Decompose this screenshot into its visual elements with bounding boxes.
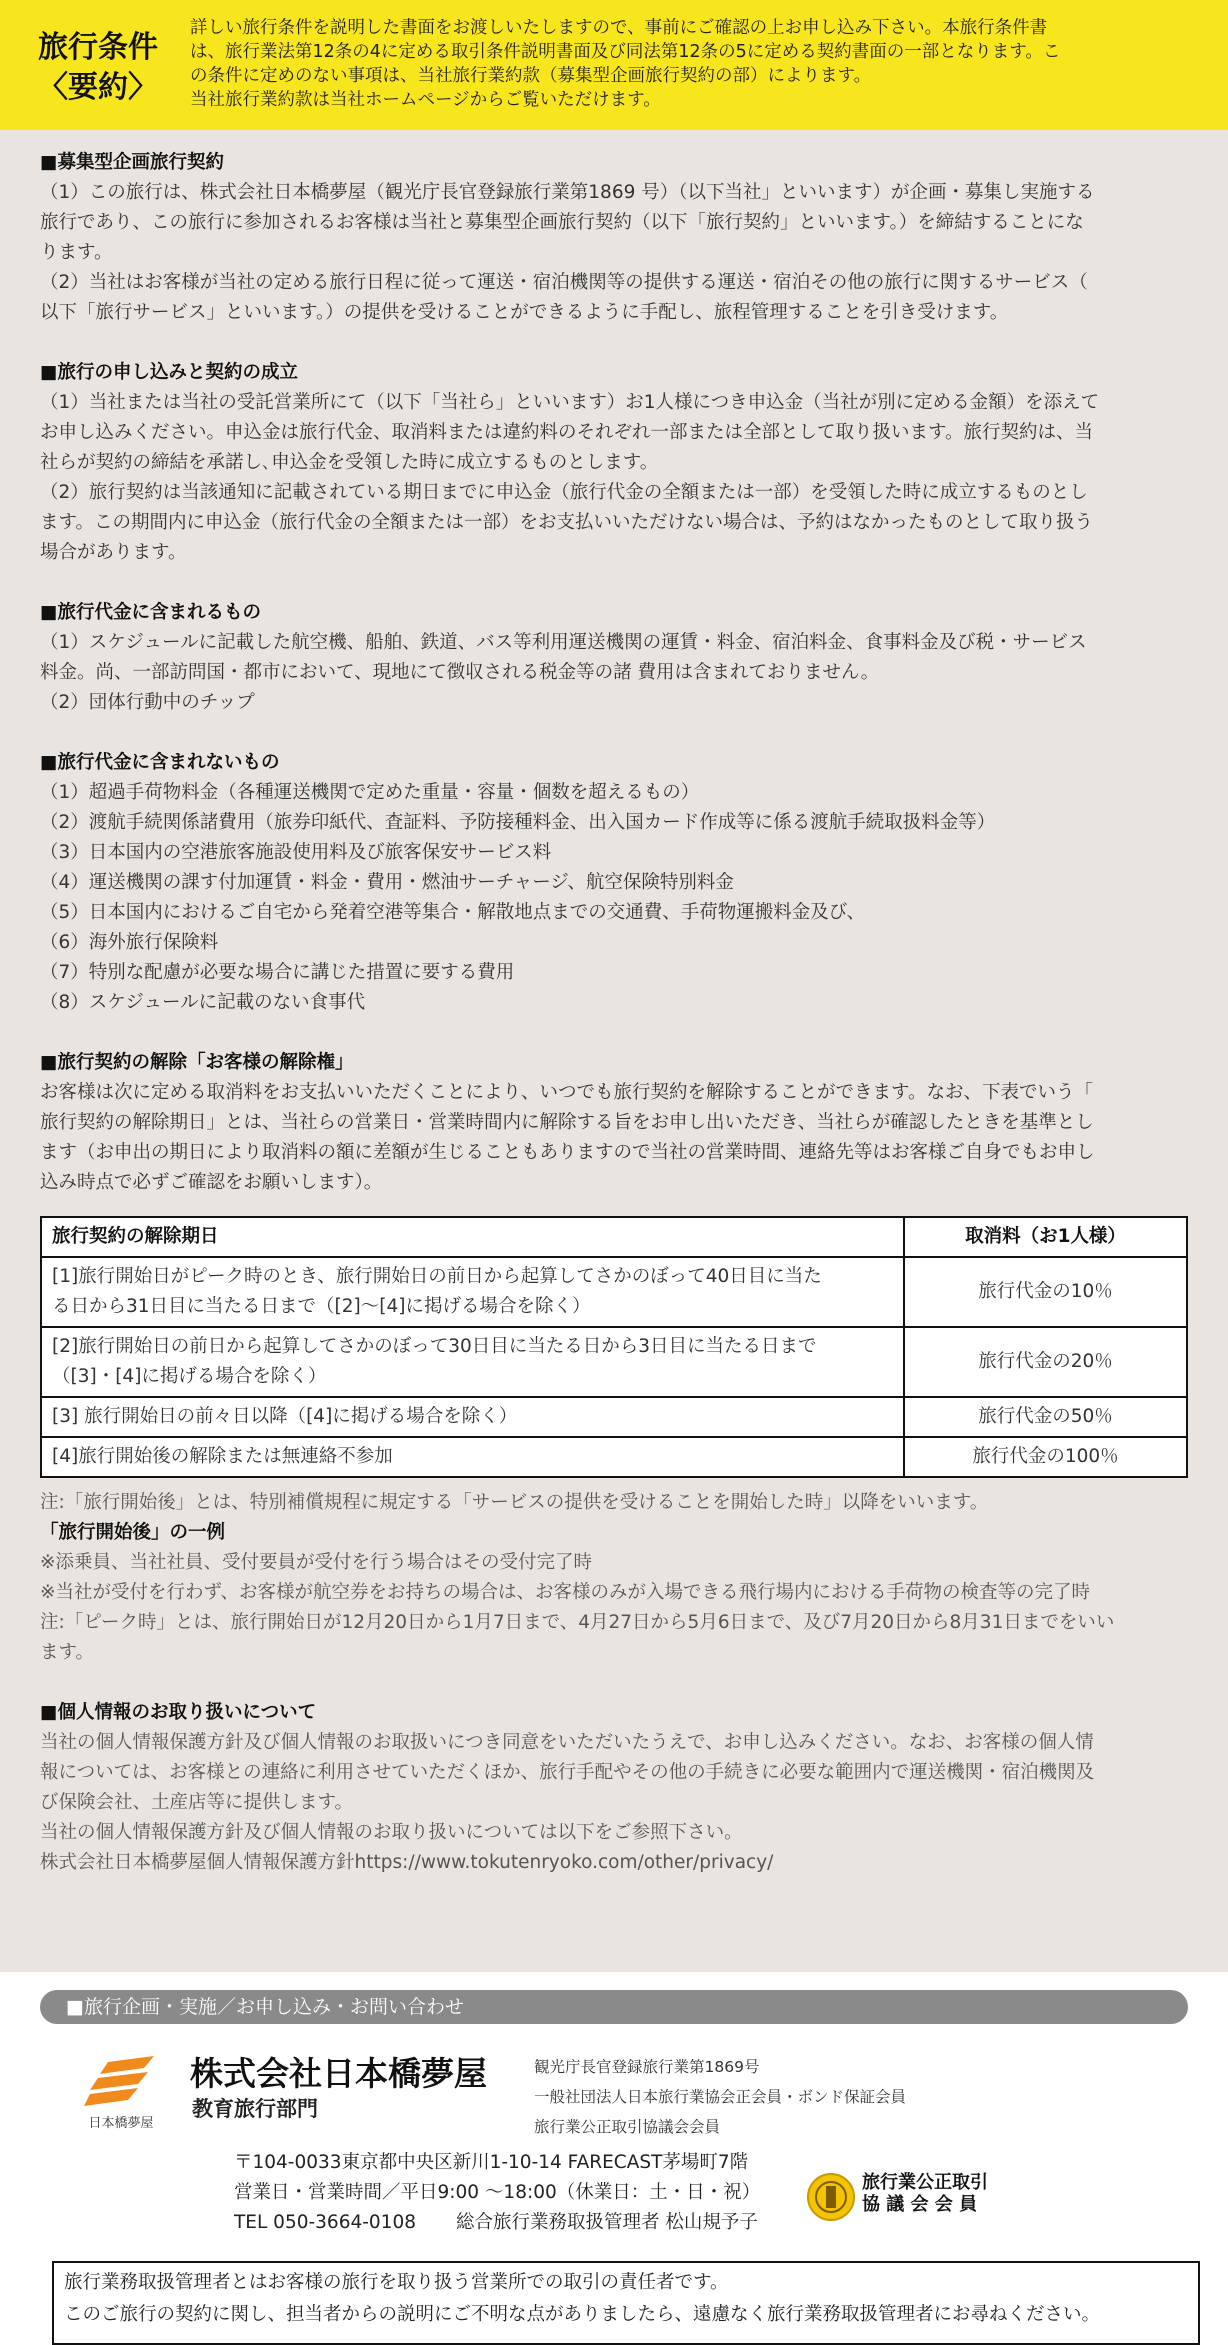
cancellation-fee-table [40,1216,1188,1478]
conditions-body [0,130,1228,1972]
example-heading: 「旅行開始後」の一例 [40,1522,226,1543]
table-row [41,1437,1187,1477]
privacy-policy-link[interactable]: 株式会社日本橋夢屋個人情報保護方針https://www.tokutenryoko.com/other/privacy/ [40,1852,774,1873]
period-cell: [3] 旅行開始日の前々日以降（[4]に掲げる場合を除く） [41,1397,904,1437]
contact-footer [0,1972,1228,2341]
phone-number: TEL 050-3664-0108 [234,2212,417,2233]
fee-cell: 旅行代金の20％ [904,1327,1187,1397]
header-period: 旅行契約の解除期日 [41,1217,904,1257]
table-row [41,1327,1187,1397]
table-row [41,1257,1187,1327]
period-cell: [2]旅行開始日の前日から起算してさかのぼって30日目に当たる日から3日目に当たる日まで （[3]・[4]に掲げる場合を除く） [41,1327,904,1397]
contact-bar: ■旅行企画・実施／お申し込み・お問い合わせ [40,1990,1188,2024]
company-name: 株式会社日本橋夢屋 [190,2054,487,2093]
section-heading: ■旅行代金に含まれないもの [40,752,280,773]
fee-cell: 旅行代金の10％ [904,1257,1187,1327]
section-not-included: ■旅行代金に含まれないもの （1）超過手荷物料金（各種運送機関で定めた重量・容量・個数を超えるもの） （2）渡航手続関係諸費用（旅券印紙代、査証料、予防接種料金、出入国カード作成等に係る渡航手続取扱料金等） （3）日本国内の空港旅客施設使用料及び旅客保安サービス料 （4）運送機関の課す付加運賃・料金・費用・燃油サーチャージ、航空保険特別料金 （5）日本国内におけるご自宅から発着空港等集合・解散地点までの交通費、手荷物運搬料金及び、 （6）海外旅行保険料 （7）特別な配慮が必要な場合に講じた措置に要する費用 （8）スケジュールに記載のない食事代 [40,748,1190,1018]
table-row [41,1397,1187,1437]
company-address: 〒104-0033東京都中央区新川1-10-14 FARECAST茅場町7階 営業日・営業時間／平日9:00 〜18:00（休業日：土・日・祝） TEL 050-3664-0108 総合旅行業務取扱管理者 松山規予子 [234,2152,761,2233]
fair-trade-seal-icon [806,2172,856,2222]
manager-note-box: 旅行業務取扱管理者とはお客様の旅行を取り扱う営業所での取引の責任者です。 このご旅行の契約に関し、担当者からの説明にご不明な点がありましたら、遠慮なく旅行業務取扱管理者にお尋ねください。 [52,2261,1200,2345]
conditions-banner [0,0,1228,130]
period-cell: [4]旅行開始後の解除または無連絡不参加 [41,1437,904,1477]
company-logo: 日本橋夢屋 [78,2052,164,2136]
section-included: ■旅行代金に含まれるもの （1）スケジュールに記載した航空機、船舶、鉄道、バス等利用運送機関の運賃・料金、宿泊料金、食事料金及び税・サービス 料金。尚、一部訪問国・都市において、現地にて徴収される税金等の諸 費用は含まれておりません。 （2）団体行動中のチップ [40,598,1190,718]
banner-title: 旅行条件 〈要約〉 [38,30,158,105]
section-heading: ■旅行代金に含まれるもの [40,602,261,623]
table-header-row [41,1217,1187,1257]
fee-cell: 旅行代金の100％ [904,1437,1187,1477]
banner-text: 詳しい旅行条件を説明した書面をお渡しいたしますので、事前にご確認の上お申し込み下さい。本旅行条件書 は、旅行業法第12条の4に定める取引条件説明書面及び同法第12条の5に定める契約書面の一部となります。こ の条件に定めのない事項は、当社旅行業約款（募集型企画旅行契約の部）によります。 当社旅行業約款は当社ホームページからご覧いただけます。 [190,18,1061,110]
cancellation-notes: 注:「旅行開始後」とは、特別補償規程に規定する「サービスの提供を受けることを開始した時」以降をいいます。 「旅行開始後」の一例 ※添乗員、当社社員、受付要員が受付を行う場合はその受付完了時 ※当社が受付を行わず、お客様が航空券をお持ちの場合は、お客様のみが入場できる飛行場内における手荷物の検査等の完了時 注:「ピーク時」とは、旅行開始日が12月20日から1月7日まで、4月27日から5月6日まで、及び7月20日から8月31日までをいい ます。 [40,1488,1190,1668]
membership-list: 観光庁長官登録旅行業第1869号 一般社団法人日本旅行業協会正会員・ボンド保証会員 旅行業公正取引協議会会員 [534,2058,907,2136]
travel-manager: 総合旅行業務取扱管理者 松山規予子 [456,2212,758,2233]
fee-cell: 旅行代金の50％ [904,1397,1187,1437]
section-heading: ■旅行の申し込みと契約の成立 [40,362,298,383]
period-cell: [1]旅行開始日がピーク時のとき、旅行開始日の前日から起算してさかのぼって40日目に当た る日から31日目に当たる日まで（[2]〜[4]に掲げる場合を除く） [41,1257,904,1327]
fair-trade-member: 旅行業公正取引 協 議 会 会 員 [862,2172,988,2215]
section-privacy: ■個人情報のお取り扱いについて 当社の個人情報保護方針及び個人情報のお取扱いにつき同意をいただいたうえで、お申し込みください。なお、お客様の個人情 報については、お客様との連絡に利用させていただくほか、旅行手配やその他の手続きに必要な範囲内で運送機関・宿泊機関及 び保険会社、土産店等に提供します。 当社の個人情報保護方針及び個人情報のお取り扱いについては以下をご参照下さい。 株式会社日本橋夢屋個人情報保護方針https://www.tokutenryoko.com/other/privacy/ [40,1698,1190,1878]
section-contract: ■募集型企画旅行契約 （1）この旅行は、株式会社日本橋夢屋（観光庁長官登録旅行業第1869 号）（以下当社」といいます）が企画・募集し実施する 旅行であり、この旅行に参加されるお客様は当社と募集型企画旅行契約（以下「旅行契約」といいます。）を締結することにな ります。 （2）当社はお客様が当社の定める旅行日程に従って運送・宿泊機関等の提供する運送・宿泊その他の旅行に関するサービス（ 以下「旅行サービス」といいます。）の提供を受けることができるように手配し、旅程管理することを引き受けます。 [40,148,1190,328]
header-fee: 取消料（お1人様） [904,1217,1187,1257]
section-application: ■旅行の申し込みと契約の成立 （1）当社または当社の受託営業所にて（以下「当社ら」といいます）お1人様につき申込金（当社が別に定める金額）を添えて お申し込みください。申込金は旅行代金、取消料または違約料のそれぞれ一部または全部として取り扱います。旅行契約は、当 社らが契約の締結を承諾し､申込金を受領した時に成立するものとします。 （2）旅行契約は当該通知に記載されている期日までに申込金（旅行代金の全額または一部）を受領した時に成立するものとし ます。この期間内に申込金（旅行代金の全額または一部）をお支払いいただけない場合は、予約はなかったものとして取り扱う 場合があります。 [40,358,1190,568]
section-cancellation: ■旅行契約の解除「お客様の解除権」 お客様は次に定める取消料をお支払いいただくことにより、いつでも旅行契約を解除することができます。なお、下表でいう「 旅行契約の解除期日」とは、当社らの営業日・営業時間内に解除する旨をお申し出いただき、当社らが確認したときを基準とし ます（お申出の期日により取消料の額に差額が生じることもありますので当社の営業時間、連絡先等はお客様ご自身でもお申し 込み時点で必ずご確認をお願いします）。 [40,1048,1190,1198]
conditions-content [40,148,1190,1908]
logo-mark-icon [78,2052,164,2110]
section-heading: ■旅行契約の解除「お客様の解除権」 [40,1052,354,1073]
company-department: 教育旅行部門 [192,2097,318,2121]
section-heading: ■募集型企画旅行契約 [40,152,224,173]
section-heading: ■個人情報のお取り扱いについて [40,1702,317,1723]
